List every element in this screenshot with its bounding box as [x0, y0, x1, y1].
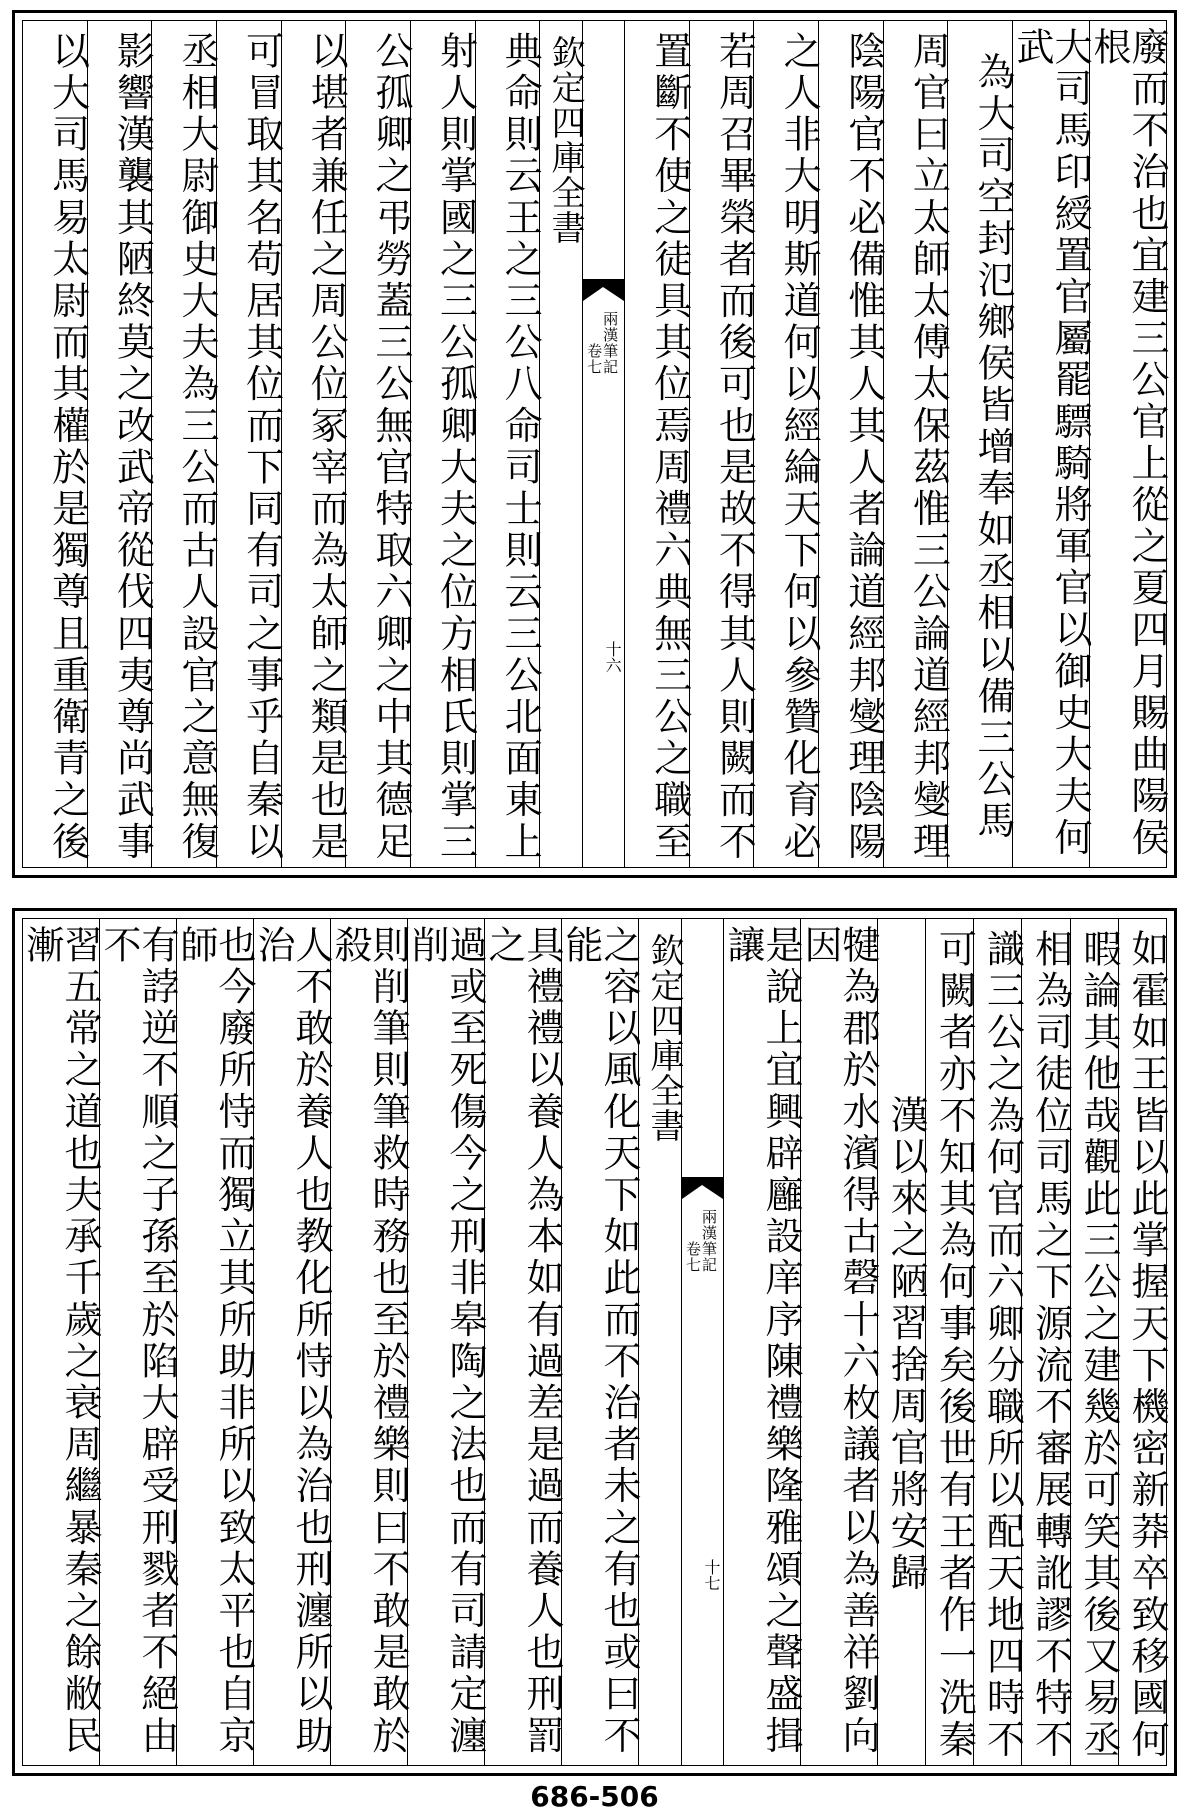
upper-text-columns	[23, 21, 1169, 867]
collection-title: 欽定四庫全書	[545, 35, 586, 245]
text-column: 可冒取其名苟居其位而下同有司之事乎自秦以	[216, 21, 281, 867]
text-column: 則削筆則筆救時務也至於禮樂則曰不敢是敢於殺	[330, 919, 407, 1765]
text-column: 如霍如王皆以此掌握天下機密新莽卒致移國何	[1118, 919, 1166, 1765]
book-title: 兩漢筆記	[699, 1209, 718, 1273]
text-column: 過或至死傷今之刑非皋陶之法也而有司請定瀍削	[407, 919, 484, 1765]
text-column: 人不敢於養人也教化所恃以為治也刑瀍所以助治	[253, 919, 330, 1765]
text-column: 習五常之道也夫承千歲之衰周繼暴秦之餘敝民漸	[19, 925, 102, 1757]
lower-page-frame	[19, 918, 1169, 1766]
text-column: 丞相大尉御史大夫為三公而古人設官之意無復	[151, 21, 216, 867]
text-column: 具禮禮以養人為本如有過差是過而養人也刑罰之	[484, 919, 561, 1765]
juan-number: 卷七	[683, 1241, 702, 1273]
text-column: 也今廢所恃而獨立其所助非所以致太平也自京師	[176, 919, 253, 1765]
banshin-center-strip	[539, 21, 624, 867]
text-column: 公孤卿之弔勞蓋三公無官特取六卿之中其德足	[345, 21, 410, 867]
text-column: 廢而不治也宜建三公官上從之夏四月賜曲陽侯根	[1089, 21, 1166, 867]
text-column: 犍為郡於水濱得古磬十六枚議者以為善祥劉向因	[800, 919, 877, 1765]
strip-divider	[582, 21, 583, 867]
juan-number: 卷七	[585, 343, 604, 375]
text-column: 置斷不使之徒具其位焉周禮六典無三公之職至	[624, 21, 689, 867]
text-column: 之容以風化天下如此而不治者未之有也或曰不能	[561, 919, 638, 1765]
text-column: 之人非大明斯道何以經綸天下何以參贊化育必	[753, 21, 818, 867]
page-number: 686-506	[530, 1780, 659, 1813]
fish-tail-mark	[682, 1177, 723, 1199]
leaf-number: 十六	[603, 641, 623, 673]
text-column: 為大司空封氾鄉侯皆增奉如丞相以備三公馬	[947, 21, 1012, 867]
text-column: 陰陽官不必備惟其人其人者論道經邦燮理陰陽	[818, 21, 883, 867]
book-title: 兩漢筆記	[601, 311, 620, 375]
lower-text-columns	[19, 919, 1169, 1765]
text-column: 相為司徒位司馬之下源流不審展轉訛謬不特不	[1021, 919, 1069, 1765]
strip-divider	[681, 919, 682, 1765]
text-column: 大司馬印綬置官屬罷驃騎將軍官以御史大夫何武	[1012, 21, 1089, 867]
text-column: 以大司馬易太尉而其權於是獨尊且重衛青之後	[45, 31, 90, 863]
text-column: 以堪者兼任之周公位冢宰而為太師之類是也是	[281, 21, 346, 867]
text-column: 是說上宜興辟廱設庠序陳禮樂隆雅頌之聲盛揖讓	[723, 919, 800, 1765]
lower-page	[12, 908, 1177, 1776]
banshin-center-strip	[638, 919, 723, 1765]
text-column: 影響漢襲其陋終莫之改武帝從伐四夷尊尚武事	[87, 21, 152, 867]
upper-page	[12, 10, 1177, 878]
upper-page-frame	[22, 20, 1167, 868]
text-column: 漢以來之陋習捨周官將安歸	[877, 919, 925, 1765]
collection-title: 欽定四庫全書	[643, 933, 684, 1143]
text-column: 若周召畢榮者而後可也是故不得其人則闕而不	[689, 21, 754, 867]
text-column: 識三公之為何官而六卿分職所以配天地四時不	[973, 919, 1021, 1765]
fish-tail-mark	[583, 279, 624, 301]
text-column: 射人則掌國之三公孤卿大夫之位方相氏則掌三	[410, 21, 475, 867]
text-column: 暇論其他哉觀此三公之建幾於可笑其後又易丞	[1070, 919, 1118, 1765]
text-column: 周官曰立太師太傅太保茲惟三公論道經邦燮理	[883, 21, 948, 867]
leaf-number: 十七	[701, 1559, 721, 1591]
text-column: 有誖逆不順之子孫至於陷大辟受刑戮者不絕由不	[99, 919, 176, 1765]
text-column: 可闕者亦不知其為何事矣後世有王者作一洗秦	[925, 919, 973, 1765]
text-column: 典命則云王之三公八命司士則云三公北面東上	[475, 21, 540, 867]
